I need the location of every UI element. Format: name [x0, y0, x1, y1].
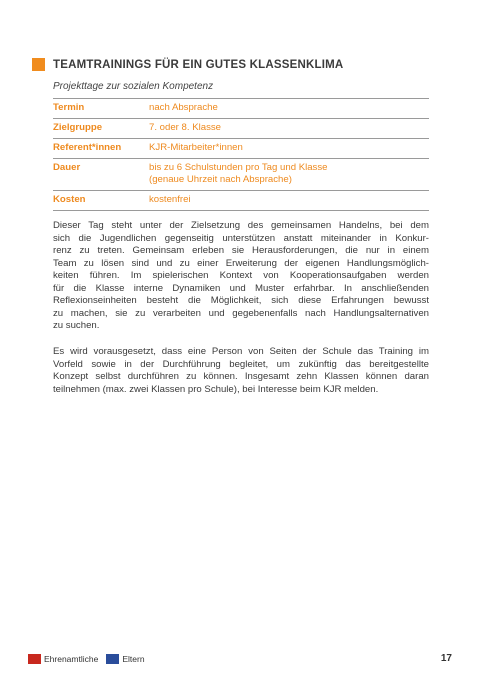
paragraph-line: Dieser Tag steht unter der Zielsetzung des gemeinsamen Handelns, bei dem: [53, 220, 429, 231]
paragraph-line: Team zu lösen sind und zu einer Erweiterung der eigenen Handlungsmöglich-: [53, 257, 429, 269]
info-value: (genaue Uhrzeit nach Absprache): [149, 174, 292, 185]
legend-item-ehrenamtliche: [28, 654, 98, 664]
paragraph-line: zu suchen.: [53, 320, 100, 331]
info-row-dauer: [53, 159, 429, 191]
paragraph-line: für die Klasse interne Dynamiken und Muster erfahrbar. In anschließenden: [53, 282, 429, 294]
legend-item-eltern: [106, 654, 144, 664]
paragraph-line: Reflexionseinheiten besteht die Möglichkeit, sich diese Erfahrungen bewusst: [53, 295, 429, 306]
section-header: [32, 58, 343, 71]
paragraph-line: renz zu treten. Gemeinsam erleben sie Herausforderungen, die nur in einem: [53, 245, 429, 256]
info-value: 7. oder 8. Klasse: [149, 122, 221, 133]
legend-swatch: [106, 654, 119, 664]
paragraph-line: zu machen, sie zu verarbeiten und gegebenenfalls nach Handlungsalternativen: [53, 307, 429, 319]
page-number: 17: [440, 653, 452, 664]
info-label: Termin: [53, 99, 149, 119]
paragraph-line: Konzept selbst durchführen zu können. Insgesamt zehn Klassen können daran: [53, 371, 429, 382]
info-label: Zielgruppe: [53, 119, 149, 139]
info-value: bis zu 6 Schulstunden pro Tag und Klasse: [149, 162, 328, 173]
section-subtitle: Projekttage zur sozialen Kompetenz: [53, 81, 214, 92]
legend-label: Ehrenamtliche: [44, 654, 99, 664]
body-paragraph: [53, 220, 429, 333]
legend-label: Eltern: [122, 654, 145, 664]
info-label: Kosten: [53, 191, 149, 211]
info-value: kostenfrei: [149, 194, 191, 205]
paragraph-line: teilnehmen (max. zwei Klassen pro Schule), bei Interesse beim KJR melden.: [53, 383, 379, 395]
paragraph-line: Es wird vorausgesetzt, dass eine Person von Seiten der Schule das Training im: [53, 346, 429, 357]
section-title: TEAMTRAININGS FÜR EIN GUTES KLASSENKLIMA: [53, 58, 344, 71]
legend-swatch: [28, 654, 41, 664]
legend: [28, 654, 153, 664]
info-value: KJR-Mitarbeiter*innen: [149, 142, 243, 153]
info-table: [53, 98, 429, 211]
info-row-kosten: [53, 191, 429, 211]
info-row-referentinnen: [53, 139, 429, 159]
info-row-zielgruppe: [53, 119, 429, 139]
paragraph-line: sich die Jugendlichen gegenseitig unterstützen anstatt miteinander in Konkur-: [53, 232, 429, 244]
orange-square-icon: [32, 58, 45, 71]
info-label: Dauer: [53, 159, 149, 191]
info-row-termin: [53, 99, 429, 119]
info-value: nach Absprache: [149, 102, 218, 113]
body-paragraph: [53, 346, 429, 396]
paragraph-line: Vorfeld sowie in der Durchführung begleitet, um zukünftig das bereitgestellte: [53, 358, 429, 370]
info-label: Referent*innen: [53, 139, 149, 159]
paragraph-line: keiten führen. Im spielerischen Kontext von Kooperationsaufgaben werden: [53, 270, 429, 281]
